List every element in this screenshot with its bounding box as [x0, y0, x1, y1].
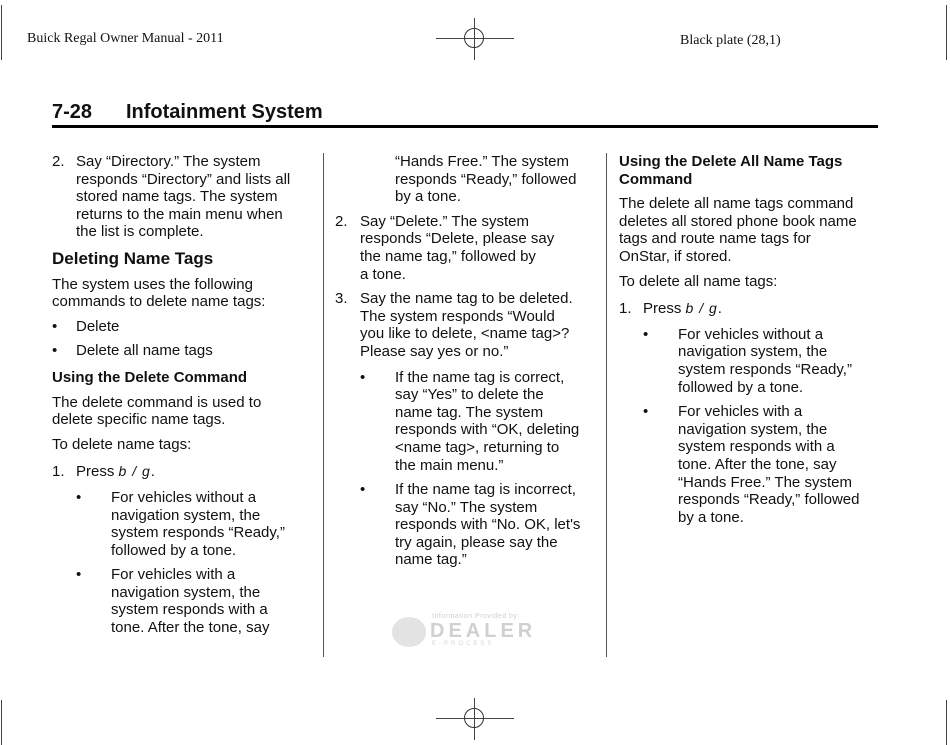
registration-mark-top-circle [464, 28, 484, 48]
line: The system responds “Would [360, 307, 555, 325]
line: responds “Ready,” followed [395, 170, 577, 188]
line: For vehicles without a [111, 488, 257, 506]
line: system responds “Ready,” [678, 360, 852, 378]
press-label: Press [643, 300, 682, 318]
bullet-dot: • [360, 481, 366, 499]
line: returns to the main menu when [76, 205, 283, 223]
line: name tag.” [395, 551, 467, 569]
line: the list is complete. [76, 223, 204, 241]
bullet-delete [52, 318, 317, 336]
line: Using the Delete All Name Tags [619, 153, 843, 170]
watermark-small-text: Information Provided by: [432, 613, 520, 620]
line: followed by a tone. [678, 378, 804, 396]
section-title: Infotainment System [126, 101, 323, 123]
line: responds with “OK, deleting [395, 421, 580, 439]
line: If the name tag is correct, [395, 368, 565, 386]
subheading-delete-command: Using the Delete Command [52, 368, 248, 386]
sub-bullet-no-nav [619, 326, 884, 396]
line: system responds “Ready,” [111, 524, 285, 542]
line: a tone. [360, 265, 406, 283]
registration-mark-bottom-circle [464, 708, 484, 728]
line: tone. After the tone, say [678, 455, 837, 473]
period: . [717, 300, 722, 318]
line: The system uses the following [52, 275, 253, 293]
crop-mark-top-left [1, 5, 2, 60]
line: For vehicles with a [678, 403, 803, 421]
heading-rule [52, 125, 878, 128]
crop-mark-bottom-left [1, 700, 2, 745]
step-3-say-name-tag [335, 290, 600, 360]
line: responds “Directory” and lists all [76, 170, 291, 188]
line: system responds with a [678, 438, 835, 456]
line: responds “Delete, please say [360, 230, 555, 248]
bullet-dot: • [52, 342, 58, 360]
line: <name tag>, returning to [395, 438, 560, 456]
line: tags and route name tags for [619, 230, 811, 248]
delete-command-paragraph [52, 394, 317, 429]
line: delete specific name tags. [52, 411, 226, 429]
line: The delete all name tags command [619, 195, 854, 213]
line: say “Yes” to delete the [395, 386, 544, 404]
step-2-directory [52, 153, 317, 241]
plate-label: Black plate (28,1) [680, 33, 781, 48]
step-2-delete [335, 213, 600, 283]
sub-bullet-incorrect [335, 481, 600, 569]
watermark-logo-icon [392, 617, 426, 647]
line: navigation system, the [678, 420, 828, 438]
line: system responds with a [111, 601, 268, 619]
crop-mark-bottom-right [946, 700, 947, 745]
heading-deleting-name-tags: Deleting Name Tags [52, 248, 214, 268]
line: “Hands Free.” The system [678, 473, 852, 491]
bullet-dot: • [52, 317, 58, 335]
line: by a tone. [678, 508, 744, 526]
bullet-dot: • [76, 488, 82, 506]
line: navigation system, the [678, 343, 828, 361]
line: responds with “No. OK, let's [395, 516, 581, 534]
line: Say the name tag to be deleted. [360, 290, 573, 308]
line: Please say yes or no.” [360, 342, 509, 360]
step-number: 1. [52, 463, 65, 481]
bullet-dot: • [643, 403, 649, 421]
line: try again, please say the [395, 533, 558, 551]
step-1-press [52, 463, 317, 481]
step-number: 1. [619, 300, 632, 318]
line: navigation system, the [111, 506, 261, 524]
press-label: Press [76, 463, 115, 481]
step-1-press [619, 300, 884, 318]
to-delete-label: To delete name tags: [52, 435, 192, 453]
manual-title: Buick Regal Owner Manual - 2011 [27, 31, 224, 46]
heading-delete-all [619, 153, 884, 188]
column-3 [619, 153, 884, 526]
line: Command [619, 170, 693, 188]
bullet-dot: • [360, 368, 366, 386]
delete-all-paragraph [619, 195, 884, 265]
sub-bullet-no-nav [52, 489, 317, 559]
column-divider-1 [323, 153, 324, 657]
line: the name tag,” followed by [360, 247, 536, 265]
intro-paragraph [52, 276, 317, 311]
column-1 [52, 153, 317, 637]
line: navigation system, the [111, 583, 261, 601]
step-number: 3. [335, 290, 348, 308]
to-delete-all-label: To delete all name tags: [619, 272, 778, 290]
step-number: 2. [335, 212, 348, 230]
phone-voice-icons: b / g [685, 300, 718, 317]
line: say “No.” The system [395, 498, 538, 516]
watermark-sub-text: E-PROCESS [432, 641, 495, 647]
continued-text [335, 153, 600, 206]
line: For vehicles without a [678, 325, 824, 343]
line: by a tone. [395, 188, 461, 206]
line: deletes all stored phone book name [619, 212, 857, 230]
line: responds “Ready,” followed [678, 491, 860, 509]
line: tone. After the tone, say [111, 619, 270, 637]
line: Say “Delete.” The system [360, 212, 529, 230]
sub-bullet-with-nav [52, 566, 317, 636]
crop-mark-top-right [946, 5, 947, 60]
bullet-text: Delete all name tags [76, 342, 213, 360]
section-heading [52, 101, 323, 124]
line: commands to delete name tags: [52, 293, 266, 311]
line: Say “Directory.” The system [76, 153, 261, 170]
line: you like to delete, <name tag>? [360, 325, 570, 343]
sub-bullet-correct [335, 369, 600, 475]
line: OnStar, if stored. [619, 247, 732, 265]
line: “Hands Free.” The system [395, 153, 569, 170]
bullet-text: Delete [76, 317, 120, 335]
column-2 [335, 153, 600, 569]
section-number: 7-28 [52, 101, 93, 123]
period: . [150, 463, 155, 481]
line: The delete command is used to [52, 393, 262, 411]
step-number: 2. [52, 153, 65, 170]
bullet-delete-all [52, 342, 317, 360]
line: stored name tags. The system [76, 188, 278, 206]
phone-voice-icons: b / g [118, 463, 151, 480]
line: the main menu.” [395, 456, 504, 474]
line: followed by a tone. [111, 541, 237, 559]
bullet-dot: • [643, 325, 649, 343]
bullet-dot: • [76, 566, 82, 584]
line: For vehicles with a [111, 566, 236, 584]
column-divider-2 [606, 153, 607, 657]
line: If the name tag is incorrect, [395, 481, 576, 499]
watermark-dealer-text: DEALER [430, 620, 537, 642]
sub-bullet-with-nav [619, 403, 884, 526]
line: name tag. The system [395, 403, 544, 421]
